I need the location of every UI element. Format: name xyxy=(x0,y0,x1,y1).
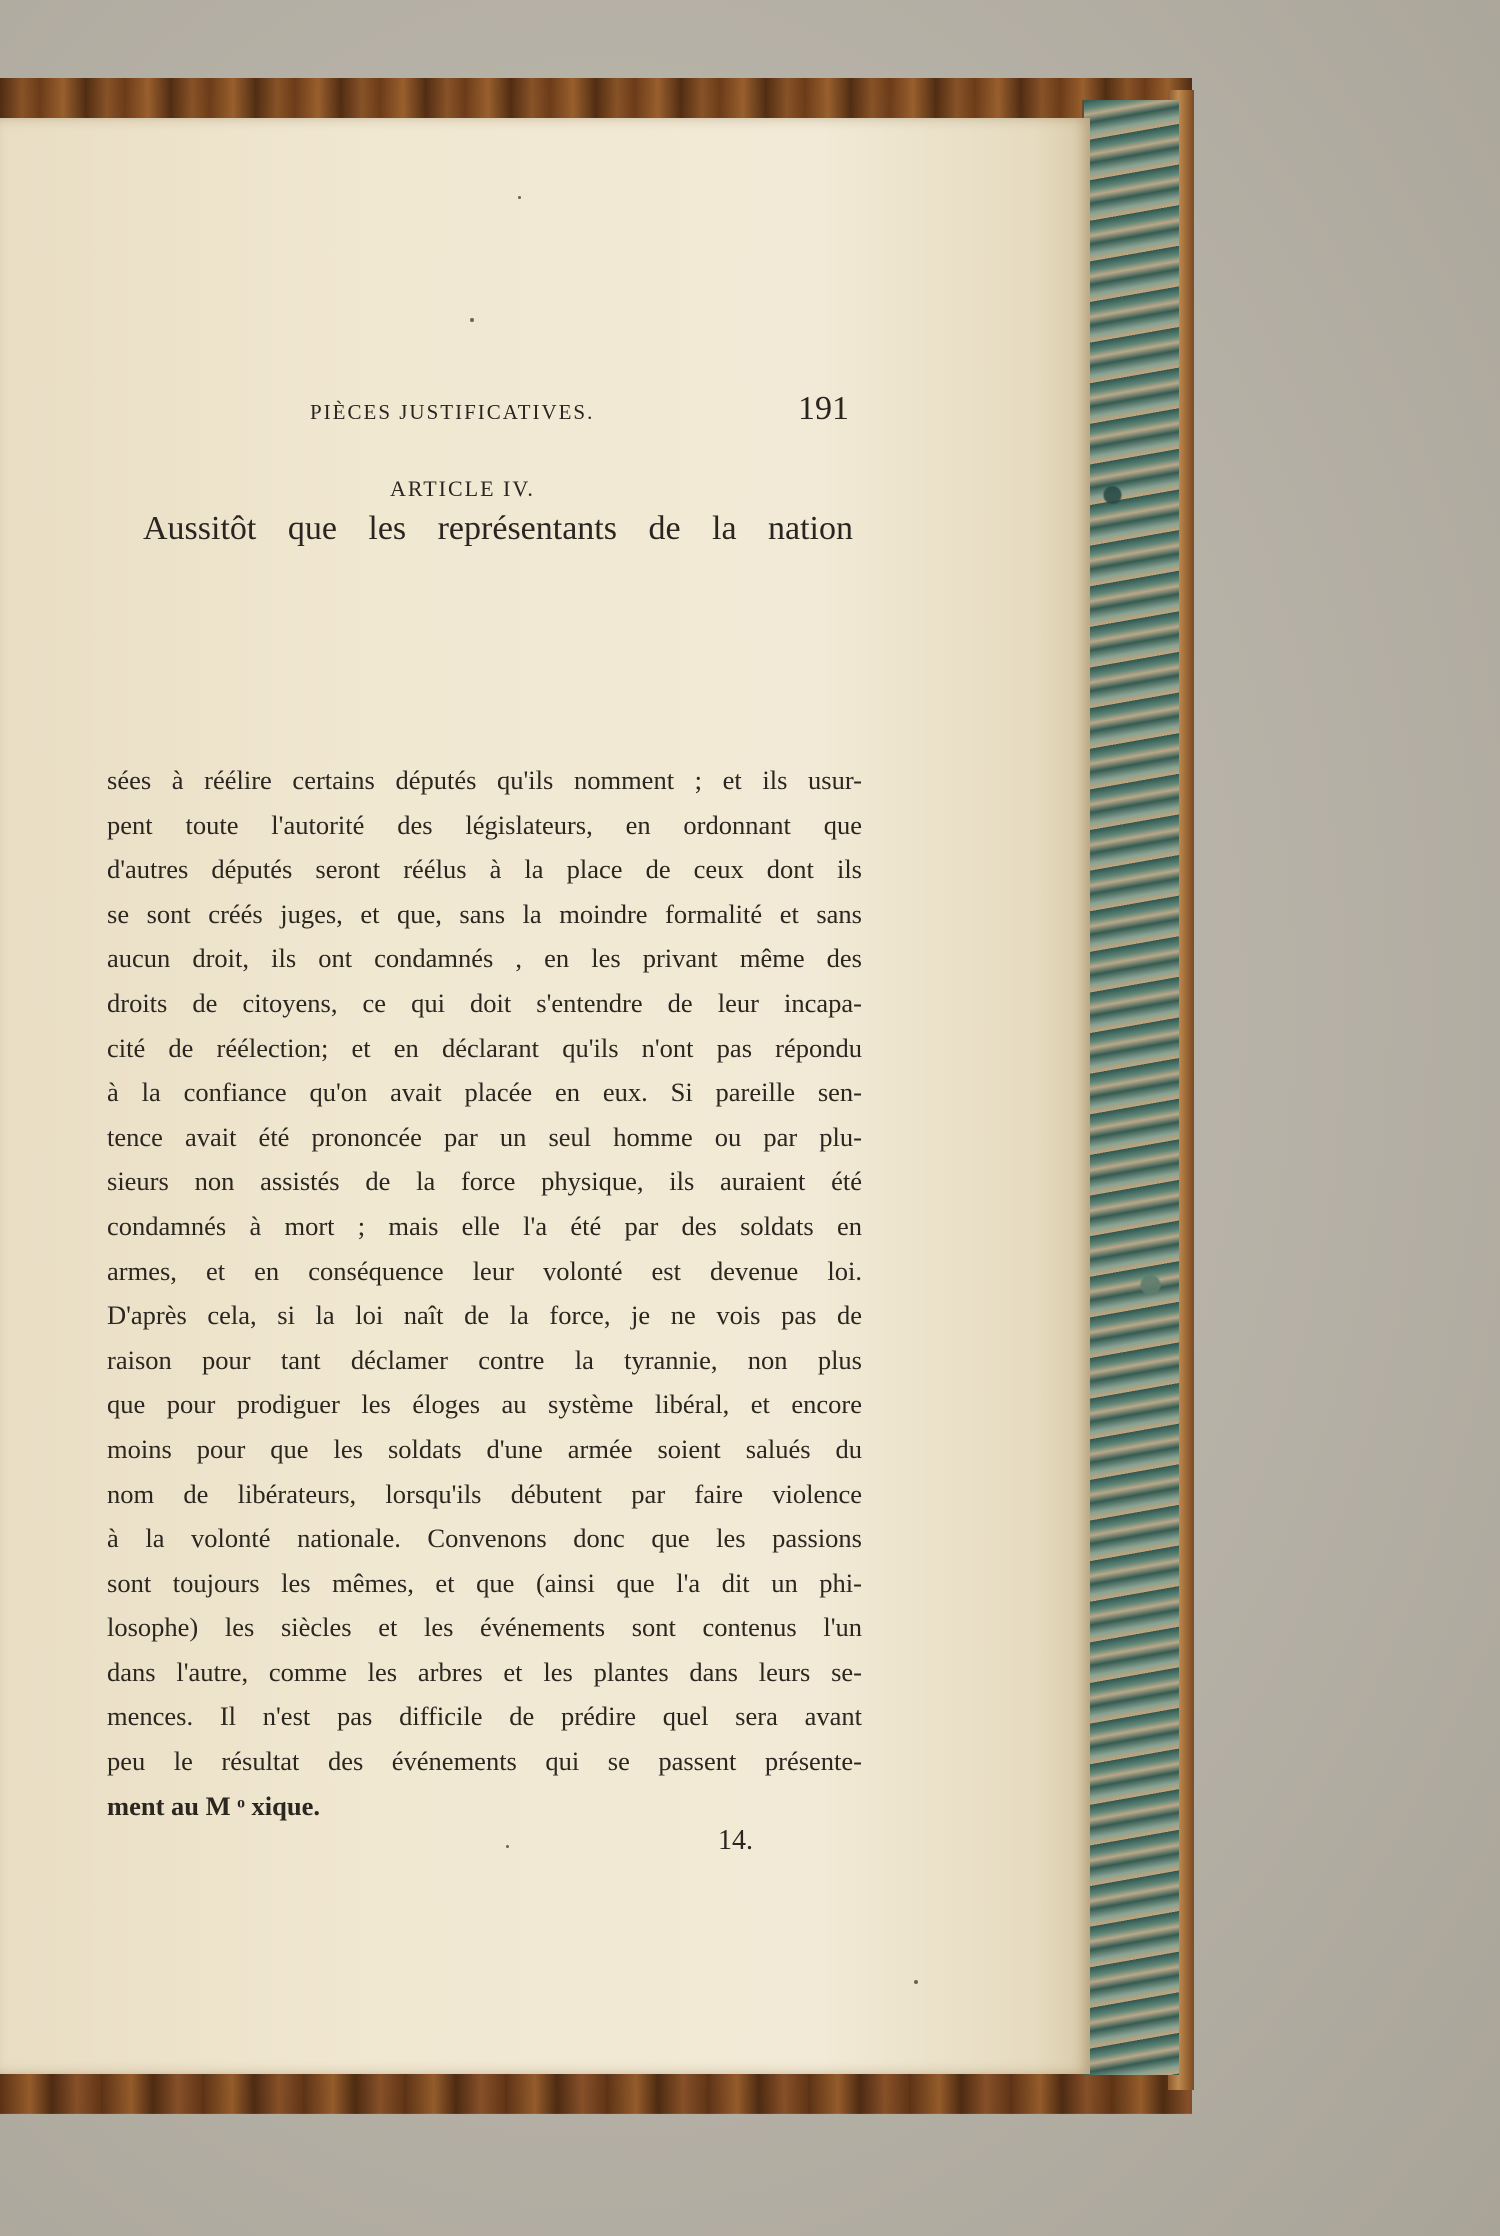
text-line: à la volonté nationale. Convenons donc que les passions xyxy=(107,1523,862,1554)
text-line: droits de citoyens, ce qui doit s'entendre de leur incapa- xyxy=(107,987,862,1018)
body-text xyxy=(107,758,862,1828)
text-line: sées à réélire certains députés qu'ils nomment ; et ils usur- xyxy=(107,765,862,795)
text-line: que pour prodiguer les éloges au système libéral, et encore xyxy=(107,1389,862,1420)
text-line: D'après cela, si la loi naît de la force, je ne vois pas de xyxy=(107,1300,862,1331)
text-line: sieurs non assistés de la force physique, ils auraient été xyxy=(107,1166,862,1197)
text-line: aucun droit, ils ont condamnés , en les privant même des xyxy=(107,943,862,974)
text-line: nom de libérateurs, lorsqu'ils débutent par faire violence xyxy=(107,1478,862,1509)
marbled-page-edge xyxy=(1082,100,1179,2075)
paper-speck xyxy=(914,1980,918,1984)
text-line: à la confiance qu'on avait placée en eux. Si pareille sen- xyxy=(107,1077,862,1108)
text-line: se sont créés juges, et que, sans la moindre formalité et sans xyxy=(107,898,862,929)
text-line: peu le résultat des événements qui se passent présente- xyxy=(107,1746,862,1777)
paper-speck xyxy=(470,318,474,322)
running-head: PIÈCES JUSTIFICATIVES. xyxy=(310,400,595,424)
text-line: moins pour que les soldats d'une armée soient salués du xyxy=(107,1433,862,1464)
text-line: mences. Il n'est pas difficile de prédire quel sera avant xyxy=(107,1701,862,1732)
article-heading: ARTICLE IV. xyxy=(390,476,535,501)
page-number: 191 xyxy=(798,390,849,427)
text-line: losophe) les siècles et les événements sont contenus l'un xyxy=(107,1612,862,1643)
text-line: cité de réélection; et en déclarant qu'ils n'ont pas répondu xyxy=(107,1032,862,1063)
text-line: condamnés à mort ; mais elle l'a été par des soldats en xyxy=(107,1210,862,1241)
lead-line: Aussitôt que les représentants de la nation xyxy=(143,510,853,547)
page-text-block xyxy=(0,118,1090,2074)
text-line: ment au M ᵒ xique. xyxy=(107,1790,320,1821)
text-line: pent toute l'autorité des législateurs, en ordonnant que xyxy=(107,809,862,840)
paper-speck xyxy=(518,196,521,199)
cover-bottom-edge xyxy=(0,2074,1192,2114)
book-page xyxy=(0,118,1090,2074)
cover-top-edge xyxy=(0,78,1192,118)
text-line: sont toujours les mêmes, et que (ainsi que l'a dit un phi- xyxy=(107,1567,862,1598)
text-line: armes, et en conséquence leur volonté est devenue loi. xyxy=(107,1255,862,1286)
signature-mark: 14. xyxy=(718,1825,753,1856)
text-line: d'autres députés seront réélus à la place de ceux dont ils xyxy=(107,854,862,885)
text-line: raison pour tant déclamer contre la tyrannie, non plus xyxy=(107,1344,862,1375)
text-line: tence avait été prononcée par un seul homme ou par plu- xyxy=(107,1121,862,1152)
paper-speck xyxy=(506,1845,509,1848)
text-line: dans l'autre, comme les arbres et les plantes dans leurs se- xyxy=(107,1656,862,1687)
